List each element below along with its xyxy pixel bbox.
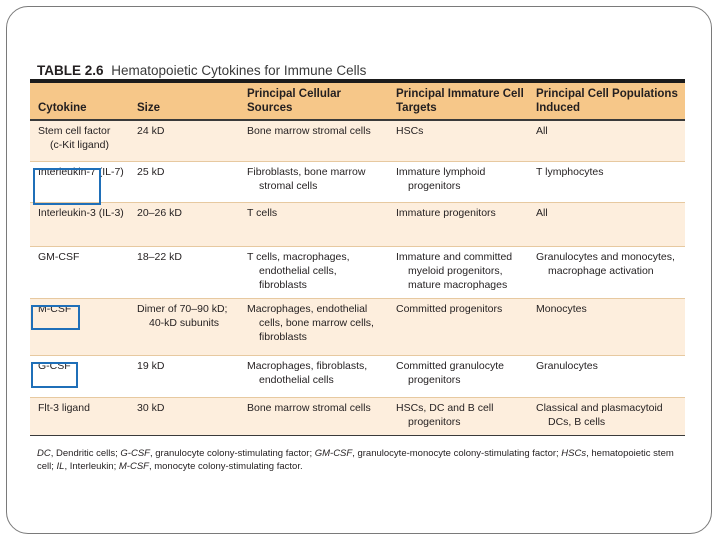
table-row xyxy=(30,120,685,161)
header-immature-targets: Principal Immature Cell Targets xyxy=(388,83,528,120)
cell-populations: Granulocytes xyxy=(536,359,598,372)
highlight-box-il7 xyxy=(33,168,101,205)
cell-sources: Macrophages, fibroblasts, endothelial cells xyxy=(247,359,368,386)
cell-targets: Immature and committed myeloid progenitors, mature macrophages xyxy=(396,250,513,291)
cell-populations: All xyxy=(536,125,548,137)
cell-cytokine: Flt-3 ligand xyxy=(38,401,90,414)
cell-populations: Monocytes xyxy=(536,302,587,315)
footnote-term: HSCs xyxy=(561,448,587,459)
cell-targets: Committed progenitors xyxy=(396,302,503,315)
cell-cytokine: Interleukin-3 (IL-3) xyxy=(38,206,124,219)
table-header-row xyxy=(30,83,685,120)
cell-cytokine: GM-CSF xyxy=(38,250,80,263)
table-row xyxy=(30,161,685,202)
cell-populations: T lymphocytes xyxy=(536,165,604,178)
table-footnote xyxy=(37,447,687,473)
header-populations-induced: Principal Cell Populations Induced xyxy=(528,83,685,120)
cell-size: Dimer of 70–90 kD; 40-kD subunits xyxy=(137,302,228,329)
cell-cytokine: Interleukin-7 (IL-7) xyxy=(38,165,124,178)
footnote-term: G-CSF xyxy=(120,448,150,459)
table-caption xyxy=(37,63,366,78)
cell-targets: Immature lymphoid progenitors xyxy=(396,165,486,192)
header-cytokine: Cytokine xyxy=(30,83,129,120)
cell-size: 18–22 kD xyxy=(137,250,182,263)
cell-size: 20–26 kD xyxy=(137,206,182,219)
cell-sources: Macrophages, endothelial cells, bone marrow cells, fibroblasts xyxy=(247,302,374,343)
footnote-term: M-CSF xyxy=(118,461,149,472)
header-size: Size xyxy=(129,83,239,120)
cell-sources: Bone marrow stromal cells xyxy=(247,125,371,137)
cell-cytokine: M-CSF xyxy=(38,302,72,315)
cell-sources: Bone marrow stromal cells xyxy=(247,401,371,414)
footnote-term: DC xyxy=(37,448,51,459)
footnote-def: , granulocyte colony-stimulating factor; xyxy=(149,448,315,459)
cell-sources: Fibroblasts, bone marrow stromal cells xyxy=(247,165,366,192)
table-row xyxy=(30,355,685,397)
table-row xyxy=(30,298,685,355)
cell-populations: Classical and plasmacytoid DCs, B cells xyxy=(536,401,663,428)
table-title: Hematopoietic Cytokines for Immune Cells xyxy=(111,63,367,78)
cell-targets: Immature progenitors xyxy=(396,206,496,219)
highlight-box-gcsf xyxy=(31,362,78,388)
cell-targets: HSCs xyxy=(396,125,424,137)
cell-targets: Committed granulocyte progenitors xyxy=(396,359,504,386)
cell-cytokine: Stem cell factor (c-Kit ligand) xyxy=(38,125,111,151)
footnote-def: , hematopoietic stem cell; xyxy=(37,448,674,472)
table-row xyxy=(30,397,685,435)
footnote-def: , Dendritic cells; xyxy=(50,448,121,459)
footnote-term: GM-CSF xyxy=(314,448,353,459)
highlight-box-mcsf xyxy=(31,305,80,330)
footnote-def: , monocyte colony-stimulating factor. xyxy=(148,461,303,472)
footnote-term: IL xyxy=(56,461,65,472)
table-row xyxy=(30,246,685,298)
cell-cytokine: G-CSF xyxy=(38,359,71,372)
cell-targets: HSCs, DC and B cell progenitors xyxy=(396,401,494,428)
cell-sources: T cells xyxy=(247,206,278,219)
cell-size: 30 kD xyxy=(137,401,165,414)
cell-populations: Granulocytes and monocytes, macrophage activation xyxy=(536,250,675,277)
table-row xyxy=(30,202,685,246)
footnote-def: , Interleukin; xyxy=(64,461,119,472)
footnote-def: , granulocyte-monocyte colony-stimulating factor; xyxy=(352,448,562,459)
cell-size: 19 kD xyxy=(137,359,165,372)
cell-size: 25 kD xyxy=(137,165,165,178)
cytokine-table xyxy=(30,83,685,436)
cell-size: 24 kD xyxy=(137,125,165,137)
table-container xyxy=(30,83,685,436)
cell-populations: All xyxy=(536,206,548,219)
cell-sources: T cells, macrophages, endothelial cells, fibroblasts xyxy=(247,250,350,291)
table-label: TABLE 2.6 xyxy=(37,63,104,78)
header-cellular-sources: Principal Cellular Sources xyxy=(239,83,388,120)
